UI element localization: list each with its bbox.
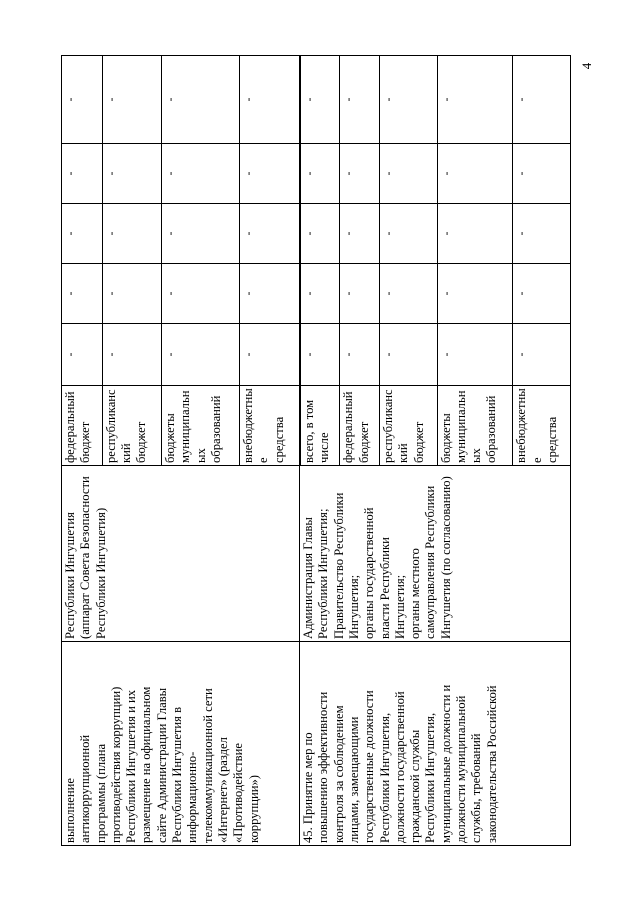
rotated-table-stage — [61, 56, 571, 846]
value-cell: - — [513, 56, 571, 144]
event-text: 45. Принятие мер по повышению эффективности контроля за соблюдением лицами, замещающими государственные должности Республики Ингушетия, должности государственной гражданской службы Республики Ингушетия, муниципальные должности и должности муниципальной службы, требований законодательства Российской — [301, 684, 499, 843]
page-number: 4 — [579, 62, 594, 70]
source-label: внебюджетные средства — [241, 388, 286, 463]
value-cell: - — [513, 324, 571, 386]
executor-cell — [300, 466, 571, 642]
source-label: всего, в том числе — [301, 399, 331, 463]
executor-text: Республики Ингушетия (аппарат Совета Безопасности Республики Ингушетия) — [63, 476, 108, 639]
value-cell: - — [513, 264, 571, 324]
value-cell: - — [513, 204, 571, 264]
source-label: внебюджетные средства — [514, 388, 559, 463]
event-cell — [300, 642, 571, 846]
program-table — [61, 55, 571, 846]
source-cell — [102, 386, 161, 466]
value-cell: - — [62, 56, 103, 144]
value-cell: - — [162, 264, 240, 324]
source-cell — [240, 386, 300, 466]
value-cell: - — [340, 56, 380, 144]
table-row — [300, 56, 340, 846]
source-label: республиканский бюджет — [103, 389, 149, 463]
source-cell — [340, 386, 380, 466]
value-cell: - — [513, 144, 571, 204]
value-cell: - — [379, 56, 437, 144]
source-label: федеральный бюджет — [341, 391, 371, 463]
value-cell: - — [300, 204, 340, 264]
value-cell: - — [240, 264, 300, 324]
value-cell: - — [62, 264, 103, 324]
value-cell: - — [340, 264, 380, 324]
value-cell: - — [340, 144, 380, 204]
value-cell: - — [240, 56, 300, 144]
source-label: республиканский бюджет — [380, 389, 426, 463]
source-cell — [379, 386, 437, 466]
rotated-table-wrapper — [61, 56, 571, 846]
value-cell: - — [379, 324, 437, 386]
event-cell — [62, 642, 300, 846]
value-cell: - — [437, 56, 513, 144]
value-cell: - — [102, 264, 161, 324]
value-cell: - — [240, 204, 300, 264]
value-cell: - — [62, 324, 103, 386]
value-cell: - — [240, 144, 300, 204]
value-cell: - — [379, 204, 437, 264]
value-cell: - — [300, 56, 340, 144]
source-label: федеральный бюджет — [63, 391, 93, 463]
value-cell: - — [300, 264, 340, 324]
source-cell — [437, 386, 513, 466]
value-cell: - — [62, 144, 103, 204]
value-cell: - — [102, 324, 161, 386]
value-cell: - — [102, 204, 161, 264]
value-cell: - — [437, 204, 513, 264]
value-cell: - — [162, 56, 240, 144]
source-label: бюджеты муниципальных образований — [438, 390, 499, 463]
event-text: выполнение антикоррупционной программы (плана противодействия коррупции) Республики Ингушетия и их размещение на официальном сайте Администрации Главы Республики Ингушетия в информационно- телекоммуникационной сети «Интернет» (раздел «Противодействие коррупции») — [63, 686, 261, 843]
source-cell — [62, 386, 103, 466]
value-cell: - — [300, 324, 340, 386]
value-cell: - — [340, 204, 380, 264]
value-cell: - — [437, 324, 513, 386]
value-cell: - — [340, 324, 380, 386]
executor-text: Администрация Главы Республики Ингушетия; Правительство Республики Ингушетия; органы государственной власти Республики Ингушетия; органы местного самоуправления Республики Ингушетия (по согласованию) — [301, 476, 453, 639]
value-cell: - — [102, 144, 161, 204]
value-cell: - — [62, 204, 103, 264]
value-cell: - — [300, 144, 340, 204]
value-cell: - — [162, 324, 240, 386]
value-cell: - — [162, 204, 240, 264]
value-cell: - — [240, 324, 300, 386]
executor-cell — [62, 466, 300, 642]
table-row — [62, 56, 103, 846]
value-cell: - — [379, 144, 437, 204]
value-cell: - — [162, 144, 240, 204]
source-cell — [162, 386, 240, 466]
value-cell: - — [437, 264, 513, 324]
value-cell: - — [379, 264, 437, 324]
source-cell — [300, 386, 340, 466]
source-cell — [513, 386, 571, 466]
source-label: бюджеты муниципальных образований — [163, 390, 224, 463]
value-cell: - — [437, 144, 513, 204]
value-cell: - — [102, 56, 161, 144]
